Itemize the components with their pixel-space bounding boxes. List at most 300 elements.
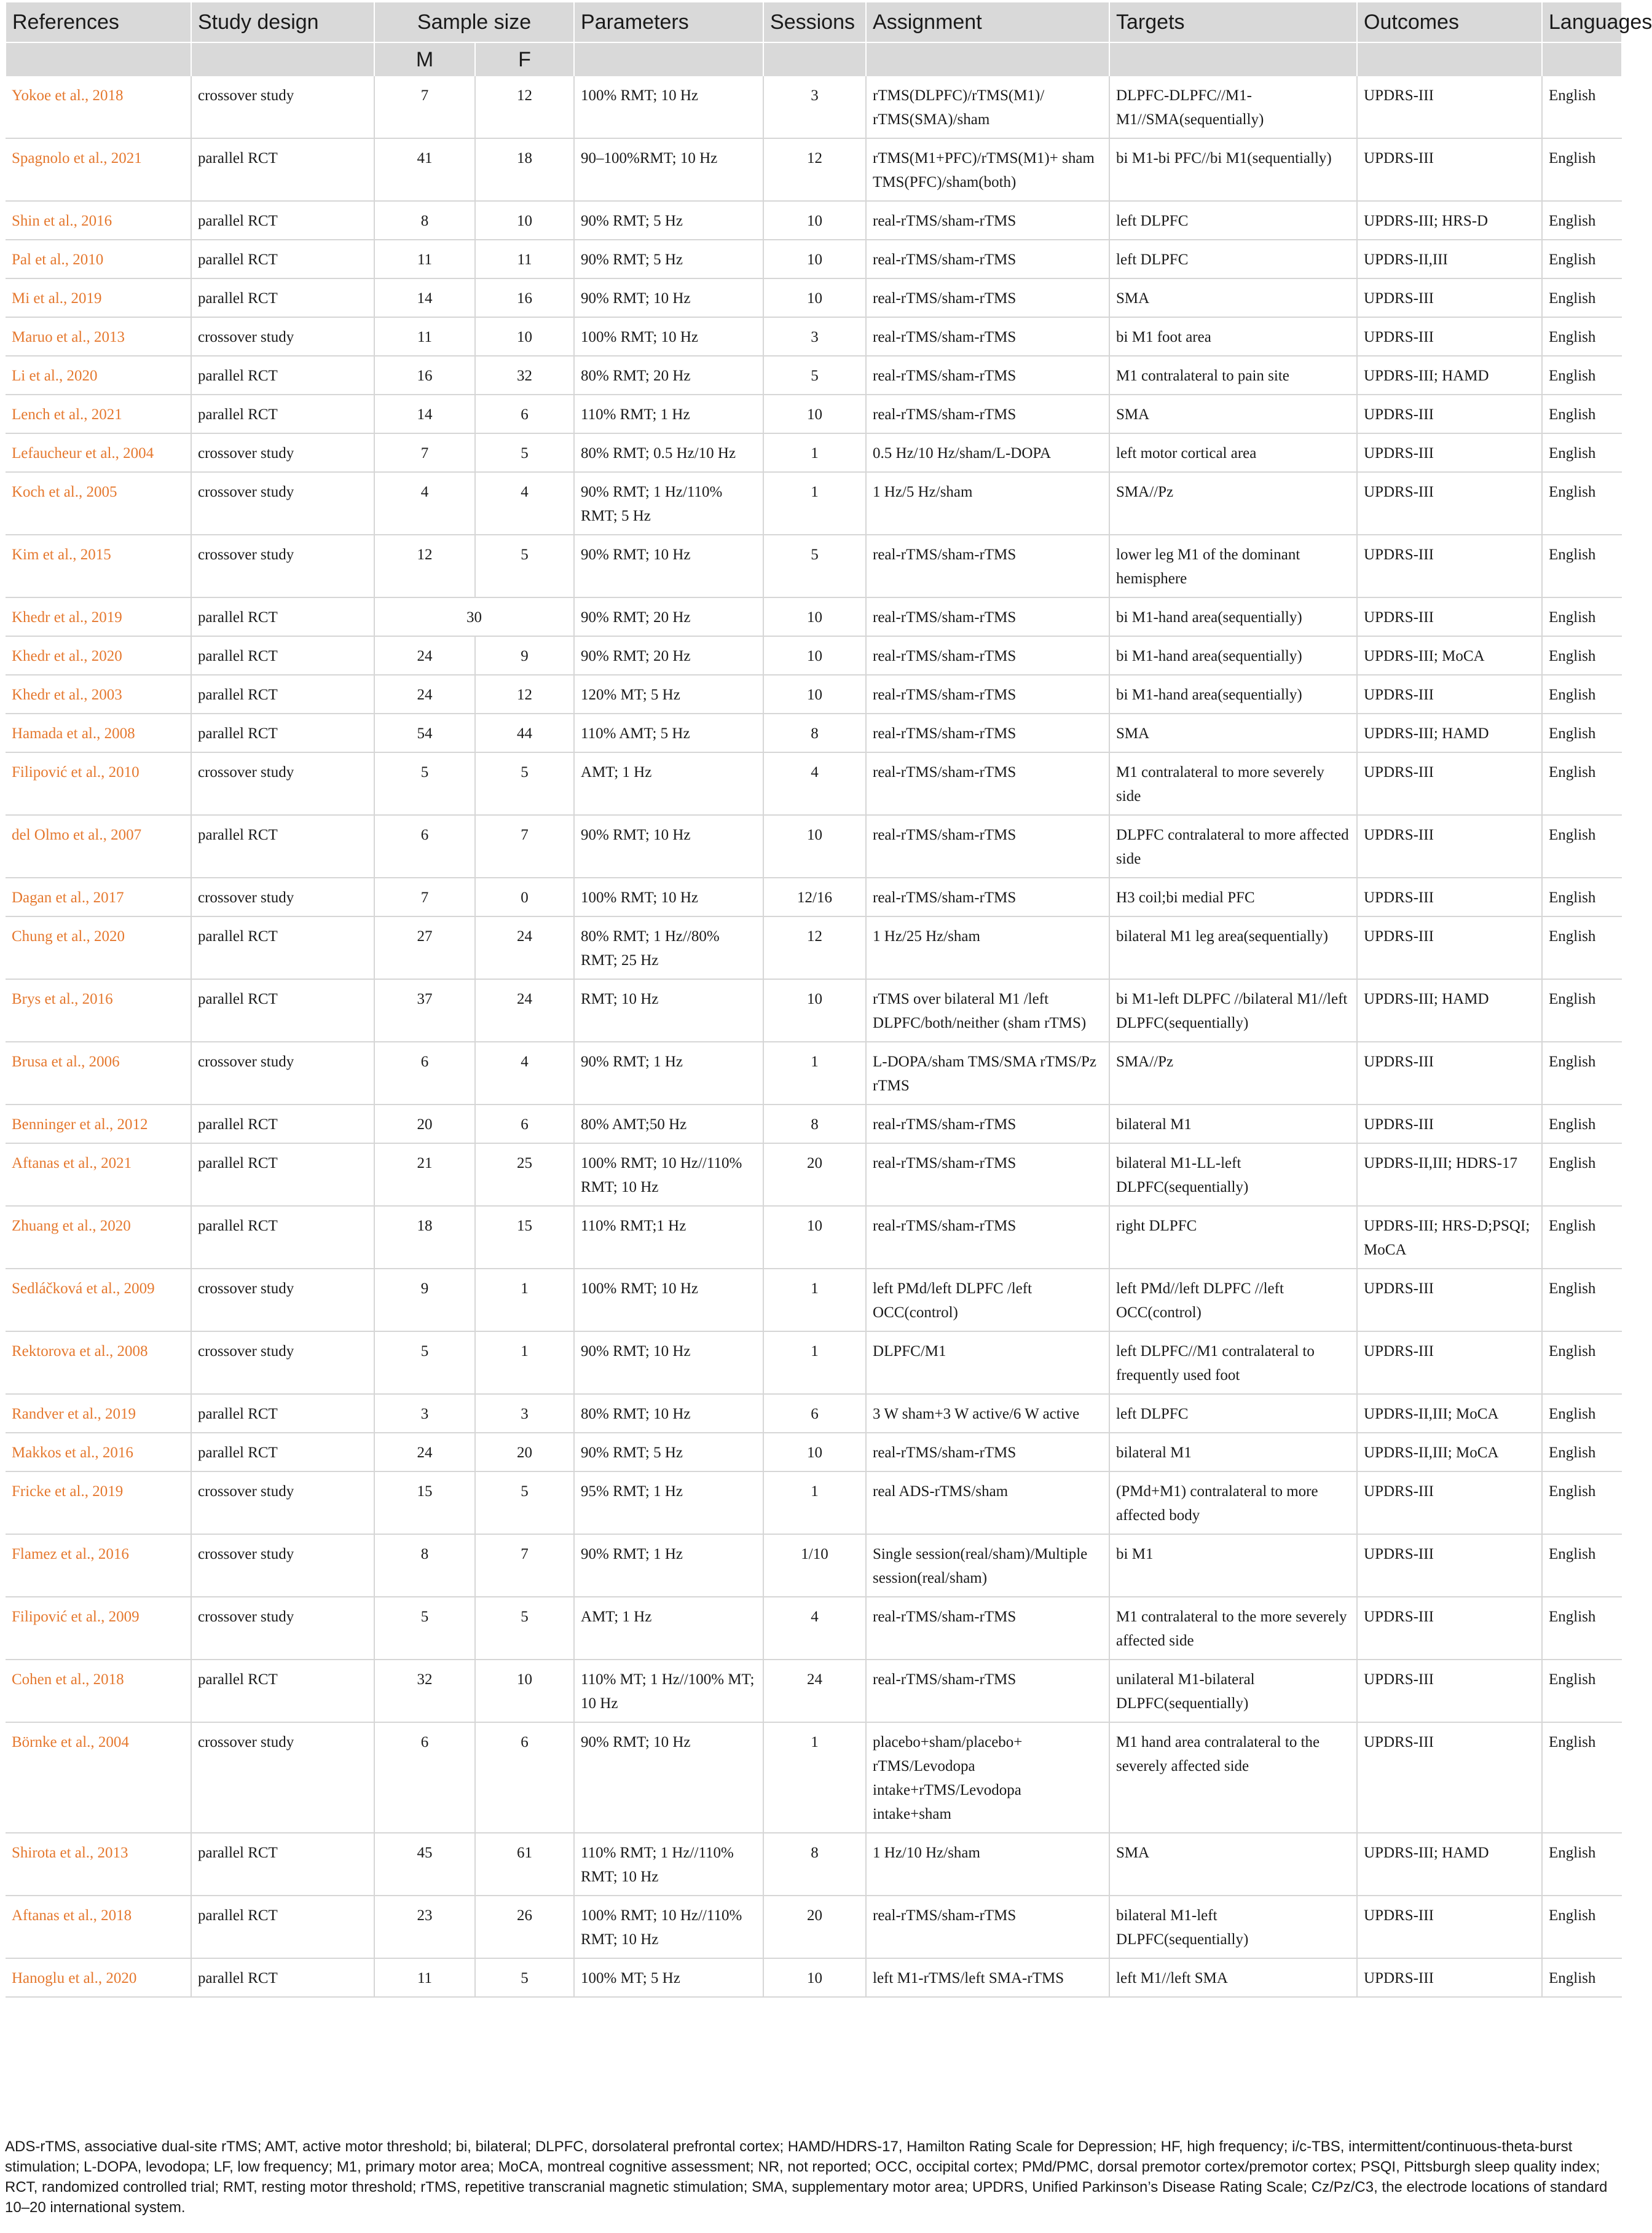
reference-link[interactable]: Yokoe et al., 2018 [6,76,191,138]
sample-male-cell: 32 [374,1660,475,1722]
col-header-outcomes: Outcomes [1357,2,1542,42]
targets-cell: bi M1-bi PFC//bi M1(sequentially) [1109,138,1357,201]
table-row [6,597,1622,636]
outcomes-cell: UPDRS-III [1357,76,1542,138]
study-design-cell: parallel RCT [191,1896,374,1958]
languages-cell: English [1542,675,1622,714]
reference-link[interactable]: Benninger et al., 2012 [6,1105,191,1143]
targets-cell: SMA//Pz [1109,472,1357,535]
reference-link[interactable]: Li et al., 2020 [6,356,191,395]
assignment-cell: real ADS-rTMS/sham [866,1471,1109,1534]
sessions-cell: 10 [763,1206,866,1269]
sample-female-cell: 24 [475,916,574,979]
sample-female-cell: 12 [475,675,574,714]
outcomes-cell: UPDRS-III; HAMD [1357,714,1542,752]
sessions-cell: 1 [763,1471,866,1534]
table-row [6,278,1622,317]
sample-male-cell: 3 [374,1394,475,1433]
reference-link[interactable]: Hamada et al., 2008 [6,714,191,752]
targets-cell: bi M1-hand area(sequentially) [1109,597,1357,636]
table-row [6,356,1622,395]
col-subheader-blank [1357,42,1542,76]
outcomes-cell: UPDRS-II,III; HDRS-17 [1357,1143,1542,1206]
sample-male-cell: 23 [374,1896,475,1958]
languages-cell: English [1542,597,1622,636]
languages-cell: English [1542,815,1622,878]
sample-male-cell: 45 [374,1833,475,1896]
reference-link[interactable]: Filipović et al., 2009 [6,1597,191,1660]
outcomes-cell: UPDRS-III; HAMD [1357,979,1542,1042]
study-design-cell: crossover study [191,1269,374,1331]
sample-male-cell: 24 [374,636,475,675]
languages-cell: English [1542,1660,1622,1722]
languages-cell: English [1542,1042,1622,1105]
col-subheader-blank [866,42,1109,76]
parameters-cell: 100% RMT; 10 Hz [574,1269,763,1331]
sample-male-cell: 27 [374,916,475,979]
targets-cell: SMA [1109,278,1357,317]
targets-cell: bilateral M1-left DLPFC(sequentially) [1109,1896,1357,1958]
table-row [6,878,1622,916]
sessions-cell: 1 [763,1269,866,1331]
languages-cell: English [1542,1896,1622,1958]
reference-link[interactable]: Khedr et al., 2019 [6,597,191,636]
targets-cell: SMA [1109,714,1357,752]
sample-male-cell: 12 [374,535,475,597]
parameters-cell: 110% RMT; 1 Hz [574,395,763,433]
study-design-cell: crossover study [191,878,374,916]
parameters-cell: 90% RMT; 5 Hz [574,240,763,278]
outcomes-cell: UPDRS-III [1357,1269,1542,1331]
sessions-cell: 10 [763,597,866,636]
reference-link[interactable]: Rektorova et al., 2008 [6,1331,191,1394]
reference-link[interactable]: Shin et al., 2016 [6,201,191,240]
sample-female-cell: 10 [475,201,574,240]
sample-male-cell: 4 [374,472,475,535]
sample-female-cell: 6 [475,395,574,433]
languages-cell: English [1542,1833,1622,1896]
parameters-cell: 90% RMT; 10 Hz [574,815,763,878]
parameters-cell: 110% AMT; 5 Hz [574,714,763,752]
parameters-cell: 90% RMT; 5 Hz [574,201,763,240]
table-row [6,472,1622,535]
col-subheader-male: M [374,42,475,76]
table-row [6,979,1622,1042]
table-row [6,201,1622,240]
assignment-cell: real-rTMS/sham-rTMS [866,636,1109,675]
languages-cell: English [1542,1471,1622,1534]
assignment-cell: rTMS over bilateral M1 /left DLPFC/both/neither (sham rTMS) [866,979,1109,1042]
col-header-references: References [6,2,191,42]
col-header-study-design: Study design [191,2,374,42]
table-row [6,752,1622,815]
reference-link[interactable]: Filipović et al., 2010 [6,752,191,815]
sessions-cell: 8 [763,714,866,752]
parameters-cell: 100% RMT; 10 Hz//110% RMT; 10 Hz [574,1143,763,1206]
reference-link[interactable]: Zhuang et al., 2020 [6,1206,191,1269]
assignment-cell: real-rTMS/sham-rTMS [866,815,1109,878]
sample-male-cell: 8 [374,201,475,240]
targets-cell: left DLPFC [1109,240,1357,278]
study-design-cell: crossover study [191,472,374,535]
sample-size-total-cell: 30 [374,597,574,636]
table-row [6,240,1622,278]
table-row [6,815,1622,878]
reference-link[interactable]: Khedr et al., 2003 [6,675,191,714]
study-design-cell: parallel RCT [191,815,374,878]
study-design-cell: crossover study [191,1597,374,1660]
assignment-cell: real-rTMS/sham-rTMS [866,1433,1109,1471]
outcomes-cell: UPDRS-III; HRS-D [1357,201,1542,240]
assignment-cell: real-rTMS/sham-rTMS [866,752,1109,815]
languages-cell: English [1542,1722,1622,1833]
targets-cell: left M1//left SMA [1109,1958,1357,1997]
sessions-cell: 6 [763,1394,866,1433]
study-design-cell: parallel RCT [191,240,374,278]
study-design-cell: parallel RCT [191,597,374,636]
reference-link[interactable]: Lefaucheur et al., 2004 [6,433,191,472]
col-header-sessions: Sessions [763,2,866,42]
languages-cell: English [1542,395,1622,433]
reference-link[interactable]: Fricke et al., 2019 [6,1471,191,1534]
reference-link[interactable]: Randver et al., 2019 [6,1394,191,1433]
languages-cell: English [1542,1269,1622,1331]
study-design-cell: parallel RCT [191,916,374,979]
sample-male-cell: 6 [374,815,475,878]
outcomes-cell: UPDRS-III [1357,138,1542,201]
assignment-cell: real-rTMS/sham-rTMS [866,317,1109,356]
parameters-cell: 80% RMT; 1 Hz//80% RMT; 25 Hz [574,916,763,979]
sample-male-cell: 11 [374,240,475,278]
outcomes-cell: UPDRS-III [1357,1534,1542,1597]
sample-female-cell: 10 [475,1660,574,1722]
parameters-cell: 90% RMT; 10 Hz [574,535,763,597]
languages-cell: English [1542,433,1622,472]
targets-cell: bilateral M1 leg area(sequentially) [1109,916,1357,979]
assignment-cell: left M1-rTMS/left SMA-rTMS [866,1958,1109,1997]
languages-cell: English [1542,1958,1622,1997]
sample-male-cell: 15 [374,1471,475,1534]
reference-link[interactable]: Flamez et al., 2016 [6,1534,191,1597]
reference-link[interactable]: Dagan et al., 2017 [6,878,191,916]
assignment-cell: 1 Hz/5 Hz/sham [866,472,1109,535]
sample-male-cell: 7 [374,878,475,916]
table-row [6,916,1622,979]
outcomes-cell: UPDRS-III [1357,1896,1542,1958]
languages-cell: English [1542,138,1622,201]
table-row [6,1331,1622,1394]
study-design-cell: parallel RCT [191,138,374,201]
table-row [6,1143,1622,1206]
col-subheader-blank [6,42,191,76]
outcomes-cell: UPDRS-III [1357,1722,1542,1833]
sessions-cell: 20 [763,1896,866,1958]
sample-male-cell: 41 [374,138,475,201]
outcomes-cell: UPDRS-III [1357,1597,1542,1660]
outcomes-cell: UPDRS-III; HRS-D;PSQI; MoCA [1357,1206,1542,1269]
sessions-cell: 1 [763,1042,866,1105]
languages-cell: English [1542,1534,1622,1597]
assignment-cell: rTMS(DLPFC)/rTMS(M1)/ rTMS(SMA)/sham [866,76,1109,138]
sample-female-cell: 18 [475,138,574,201]
outcomes-cell: UPDRS-III [1357,395,1542,433]
parameters-cell: 80% RMT; 0.5 Hz/10 Hz [574,433,763,472]
table-row [6,1833,1622,1896]
sample-male-cell: 11 [374,1958,475,1997]
targets-cell: H3 coil;bi medial PFC [1109,878,1357,916]
sessions-cell: 24 [763,1660,866,1722]
study-design-cell: parallel RCT [191,395,374,433]
study-design-cell: crossover study [191,433,374,472]
targets-cell: left motor cortical area [1109,433,1357,472]
parameters-cell: 90% RMT; 10 Hz [574,278,763,317]
outcomes-cell: UPDRS-II,III [1357,240,1542,278]
sample-female-cell: 1 [475,1331,574,1394]
assignment-cell: DLPFC/M1 [866,1331,1109,1394]
assignment-cell: real-rTMS/sham-rTMS [866,356,1109,395]
languages-cell: English [1542,1394,1622,1433]
reference-link[interactable]: Chung et al., 2020 [6,916,191,979]
targets-cell: SMA [1109,395,1357,433]
parameters-cell: 90% RMT; 20 Hz [574,636,763,675]
outcomes-cell: UPDRS-III [1357,535,1542,597]
study-design-cell: parallel RCT [191,1105,374,1143]
assignment-cell: Single session(real/sham)/Multiple session(real/sham) [866,1534,1109,1597]
outcomes-cell: UPDRS-III; HAMD [1357,1833,1542,1896]
studies-table [5,2,1652,1998]
sample-female-cell: 0 [475,878,574,916]
languages-cell: English [1542,1105,1622,1143]
sample-female-cell: 7 [475,1534,574,1597]
reference-link[interactable]: Cohen et al., 2018 [6,1660,191,1722]
study-design-cell: parallel RCT [191,1143,374,1206]
table-row [6,1660,1622,1722]
col-subheader-female: F [475,42,574,76]
sample-male-cell: 37 [374,979,475,1042]
reference-link[interactable]: Börnke et al., 2004 [6,1722,191,1833]
study-design-cell: parallel RCT [191,1958,374,1997]
reference-link[interactable]: Shirota et al., 2013 [6,1833,191,1896]
sessions-cell: 12/16 [763,878,866,916]
targets-cell: right DLPFC [1109,1206,1357,1269]
sample-female-cell: 5 [475,1958,574,1997]
targets-cell: M1 contralateral to the more severely affected side [1109,1597,1357,1660]
targets-cell: DLPFC-DLPFC//M1-M1//SMA(sequentially) [1109,76,1357,138]
sessions-cell: 1/10 [763,1534,866,1597]
table-row [6,1958,1622,1997]
targets-cell: unilateral M1-bilateral DLPFC(sequentially) [1109,1660,1357,1722]
study-design-cell: crossover study [191,1722,374,1833]
reference-link[interactable]: Pal et al., 2010 [6,240,191,278]
sample-female-cell: 11 [475,240,574,278]
parameters-cell: 80% RMT; 10 Hz [574,1394,763,1433]
outcomes-cell: UPDRS-III [1357,472,1542,535]
parameters-cell: 90% RMT; 5 Hz [574,1433,763,1471]
sessions-cell: 10 [763,1958,866,1997]
study-design-cell: crossover study [191,1331,374,1394]
languages-cell: English [1542,878,1622,916]
table-row [6,675,1622,714]
study-design-cell: crossover study [191,535,374,597]
sessions-cell: 1 [763,472,866,535]
sample-male-cell: 21 [374,1143,475,1206]
parameters-cell: 110% RMT;1 Hz [574,1206,763,1269]
assignment-cell: real-rTMS/sham-rTMS [866,240,1109,278]
outcomes-cell: UPDRS-III [1357,675,1542,714]
table-row [6,1896,1622,1958]
languages-cell: English [1542,535,1622,597]
reference-link[interactable]: Aftanas et al., 2021 [6,1143,191,1206]
study-design-cell: parallel RCT [191,1833,374,1896]
assignment-cell: real-rTMS/sham-rTMS [866,1597,1109,1660]
outcomes-cell: UPDRS-III [1357,1471,1542,1534]
sessions-cell: 5 [763,356,866,395]
sessions-cell: 1 [763,433,866,472]
languages-cell: English [1542,979,1622,1042]
reference-link[interactable]: Makkos et al., 2016 [6,1433,191,1471]
reference-link[interactable]: Brys et al., 2016 [6,979,191,1042]
study-design-cell: parallel RCT [191,636,374,675]
col-subheader-blank [574,42,763,76]
table-row [6,1433,1622,1471]
table-row [6,76,1622,138]
reference-link[interactable]: Sedláčková et al., 2009 [6,1269,191,1331]
assignment-cell: 3 W sham+3 W active/6 W active [866,1394,1109,1433]
study-design-cell: crossover study [191,1471,374,1534]
targets-cell: bi M1-hand area(sequentially) [1109,675,1357,714]
sample-female-cell: 16 [475,278,574,317]
reference-link[interactable]: Hanoglu et al., 2020 [6,1958,191,1997]
sessions-cell: 3 [763,76,866,138]
parameters-cell: 80% RMT; 20 Hz [574,356,763,395]
sample-female-cell: 4 [475,472,574,535]
assignment-cell: rTMS(M1+PFC)/rTMS(M1)+ sham TMS(PFC)/sham(both) [866,138,1109,201]
assignment-cell: L-DOPA/sham TMS/SMA rTMS/Pz rTMS [866,1042,1109,1105]
study-design-cell: crossover study [191,317,374,356]
table-row [6,1269,1622,1331]
parameters-cell: 110% MT; 1 Hz//100% MT; 10 Hz [574,1660,763,1722]
outcomes-cell: UPDRS-II,III; MoCA [1357,1394,1542,1433]
study-design-cell: parallel RCT [191,1660,374,1722]
assignment-cell: 0.5 Hz/10 Hz/sham/L-DOPA [866,433,1109,472]
study-design-cell: crossover study [191,1042,374,1105]
table-row [6,317,1622,356]
reference-link[interactable]: Aftanas et al., 2018 [6,1896,191,1958]
sample-male-cell: 9 [374,1269,475,1331]
sample-male-cell: 8 [374,1534,475,1597]
sample-male-cell: 6 [374,1722,475,1833]
sample-female-cell: 4 [475,1042,574,1105]
targets-cell: left DLPFC [1109,201,1357,240]
parameters-cell: 100% RMT; 10 Hz//110% RMT; 10 Hz [574,1896,763,1958]
parameters-cell: 110% RMT; 1 Hz//110% RMT; 10 Hz [574,1833,763,1896]
study-design-cell: parallel RCT [191,1394,374,1433]
languages-cell: English [1542,76,1622,138]
reference-link[interactable]: Lench et al., 2021 [6,395,191,433]
sample-male-cell: 5 [374,752,475,815]
targets-cell: bilateral M1-LL-left DLPFC(sequentially) [1109,1143,1357,1206]
reference-link[interactable]: Spagnolo et al., 2021 [6,138,191,201]
sessions-cell: 1 [763,1722,866,1833]
table-row [6,395,1622,433]
targets-cell: left DLPFC [1109,1394,1357,1433]
parameters-cell: 100% RMT; 10 Hz [574,878,763,916]
targets-cell: SMA//Pz [1109,1042,1357,1105]
parameters-cell: 90% RMT; 20 Hz [574,597,763,636]
sessions-cell: 5 [763,535,866,597]
outcomes-cell: UPDRS-III [1357,433,1542,472]
outcomes-cell: UPDRS-II,III; MoCA [1357,1433,1542,1471]
languages-cell: English [1542,916,1622,979]
reference-link[interactable]: Khedr et al., 2020 [6,636,191,675]
languages-cell: English [1542,752,1622,815]
targets-cell: bi M1-hand area(sequentially) [1109,636,1357,675]
targets-cell: SMA [1109,1833,1357,1896]
targets-cell: DLPFC contralateral to more affected side [1109,815,1357,878]
outcomes-cell: UPDRS-III [1357,916,1542,979]
outcomes-cell: UPDRS-III [1357,1042,1542,1105]
targets-cell: bi M1-left DLPFC //bilateral M1//left DLPFC(sequentially) [1109,979,1357,1042]
languages-cell: English [1542,278,1622,317]
sessions-cell: 10 [763,675,866,714]
sample-female-cell: 5 [475,1471,574,1534]
col-header-languages: Languages [1542,2,1622,42]
reference-link[interactable]: Brusa et al., 2006 [6,1042,191,1105]
table-row [6,1042,1622,1105]
targets-cell: bi M1 [1109,1534,1357,1597]
assignment-cell: real-rTMS/sham-rTMS [866,1660,1109,1722]
outcomes-cell: UPDRS-III; MoCA [1357,636,1542,675]
targets-cell: M1 contralateral to pain site [1109,356,1357,395]
reference-link[interactable]: Mi et al., 2019 [6,278,191,317]
parameters-cell: 90% RMT; 1 Hz [574,1534,763,1597]
table-row [6,1105,1622,1143]
languages-cell: English [1542,1433,1622,1471]
parameters-cell: 100% MT; 5 Hz [574,1958,763,1997]
parameters-cell: 90% RMT; 10 Hz [574,1722,763,1833]
sessions-cell: 1 [763,1331,866,1394]
sample-female-cell: 5 [475,1597,574,1660]
reference-link[interactable]: Koch et al., 2005 [6,472,191,535]
table-row [6,1722,1622,1833]
sessions-cell: 20 [763,1143,866,1206]
reference-link[interactable]: Kim et al., 2015 [6,535,191,597]
languages-cell: English [1542,472,1622,535]
reference-link[interactable]: Maruo et al., 2013 [6,317,191,356]
sample-female-cell: 9 [475,636,574,675]
table-footnote: ADS-rTMS, associative dual-site rTMS; AMT, active motor threshold; bi, bilateral; DLPFC, dorsolateral prefrontal cortex; HAMD/HDRS-17, Hamilton Rating Scale for Depression; HF, high frequency; i/c-TBS, intermittent/continuous-theta-burst stimulation; L-DOPA, levodopa; LF, low frequency; M1, primary motor area; MoCA, montreal cognitive assessment; NR, not reported; OCC, occipital cortex; PMd/PMC, dorsal premotor cortex/premotor cortex; PSQI, Pittsburgh sleep quality index; RCT, randomized controlled trial; RMT, resting motor threshold; rTMS, repetitive transcranial magnetic stimulation; SMA, supplementary motor area; UPDRS, Unified Parkinson’s Disease Rating Scale; Cz/Pz/C3, the electrode locations of standard 10–20 international system. [5,2138,1608,2216]
parameters-cell: 100% RMT; 10 Hz [574,76,763,138]
assignment-cell: 1 Hz/10 Hz/sham [866,1833,1109,1896]
languages-cell: English [1542,356,1622,395]
table-row [6,1394,1622,1433]
sample-female-cell: 25 [475,1143,574,1206]
assignment-cell: real-rTMS/sham-rTMS [866,201,1109,240]
reference-link[interactable]: del Olmo et al., 2007 [6,815,191,878]
targets-cell: bi M1 foot area [1109,317,1357,356]
outcomes-cell: UPDRS-III; HAMD [1357,356,1542,395]
study-design-cell: parallel RCT [191,1206,374,1269]
assignment-cell: real-rTMS/sham-rTMS [866,675,1109,714]
study-design-cell: crossover study [191,752,374,815]
study-design-cell: parallel RCT [191,979,374,1042]
outcomes-cell: UPDRS-III [1357,752,1542,815]
languages-cell: English [1542,1206,1622,1269]
study-design-cell: parallel RCT [191,356,374,395]
sample-female-cell: 12 [475,76,574,138]
sample-male-cell: 5 [374,1331,475,1394]
study-design-cell: crossover study [191,76,374,138]
